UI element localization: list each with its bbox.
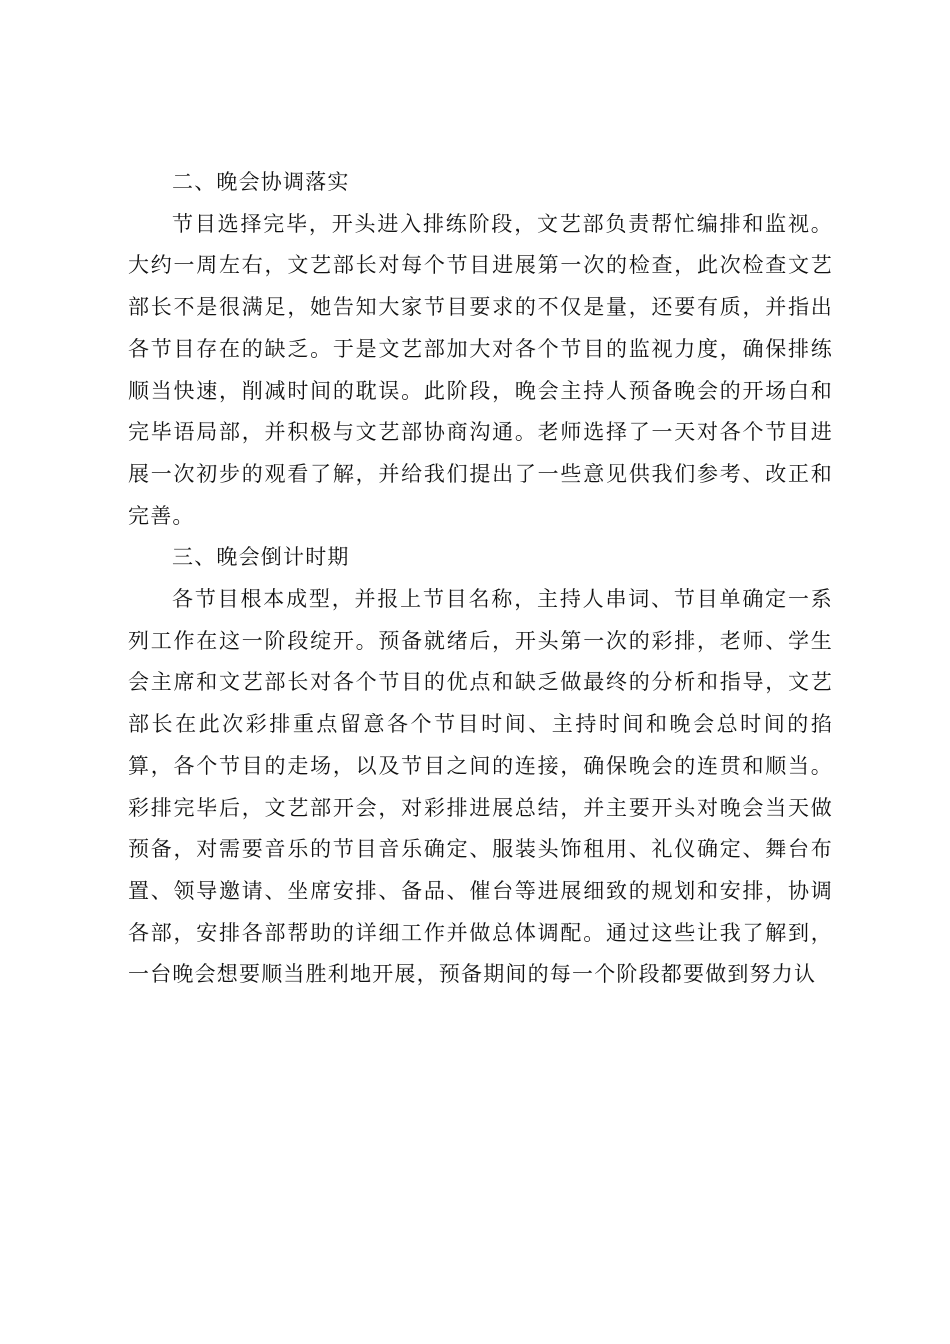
section-paragraph-countdown: 各节目根本成型，并报上节目名称，主持人串词、节目单确定一系列工作在这一阶段绽开。预备就绪后，开头第一次的彩排，老师、学生会主席和文艺部长对各个节目的优点和缺乏做最终的分析和指导，文艺部长在此次彩排重点留意各个节目时间、主持时间和晚会总时间的掐算，各个节目的走场，以及节目之间的连接，确保晚会的连贯和顺当。彩排完毕后，文艺部开会，对彩排进展总结，并主要开头对晚会当天做预备，对需要音乐的节目音乐确定、服装头饰租用、礼仪确定、舞台布置、领导邀请、坐席安排、备品、催台等进展细致的规划和安排，协调各部，安排各部帮助的详细工作并做总体调配。通过这些让我了解到，一台晚会想要顺当胜利地开展，预备期间的每一个阶段都要做到努力认 [128, 587, 833, 987]
section-heading-coordination: 二、晚会协调落实 [172, 170, 350, 194]
document-body [128, 162, 833, 996]
section-heading-countdown: 三、晚会倒计时期 [172, 545, 350, 570]
section-paragraph-coordination: 节目选择完毕，开头进入排练阶段，文艺部负责帮忙编排和监视。大约一周左右，文艺部长对每个节目进展第一次的检查，此次检查文艺部长不是很满足，她告知大家节目要求的不仅是量，还要有质，并指出各节目存在的缺乏。于是文艺部加大对各个节目的监视力度，确保排练顺当快速，削减时间的耽误。此阶段，晚会主持人预备晚会的开场白和完毕语局部，并积极与文艺部协商沟通。老师选择了一天对各个节目进展一次初步的观看了解，并给我们提出了一些意见供我们参考、改正和完善。 [128, 211, 833, 528]
